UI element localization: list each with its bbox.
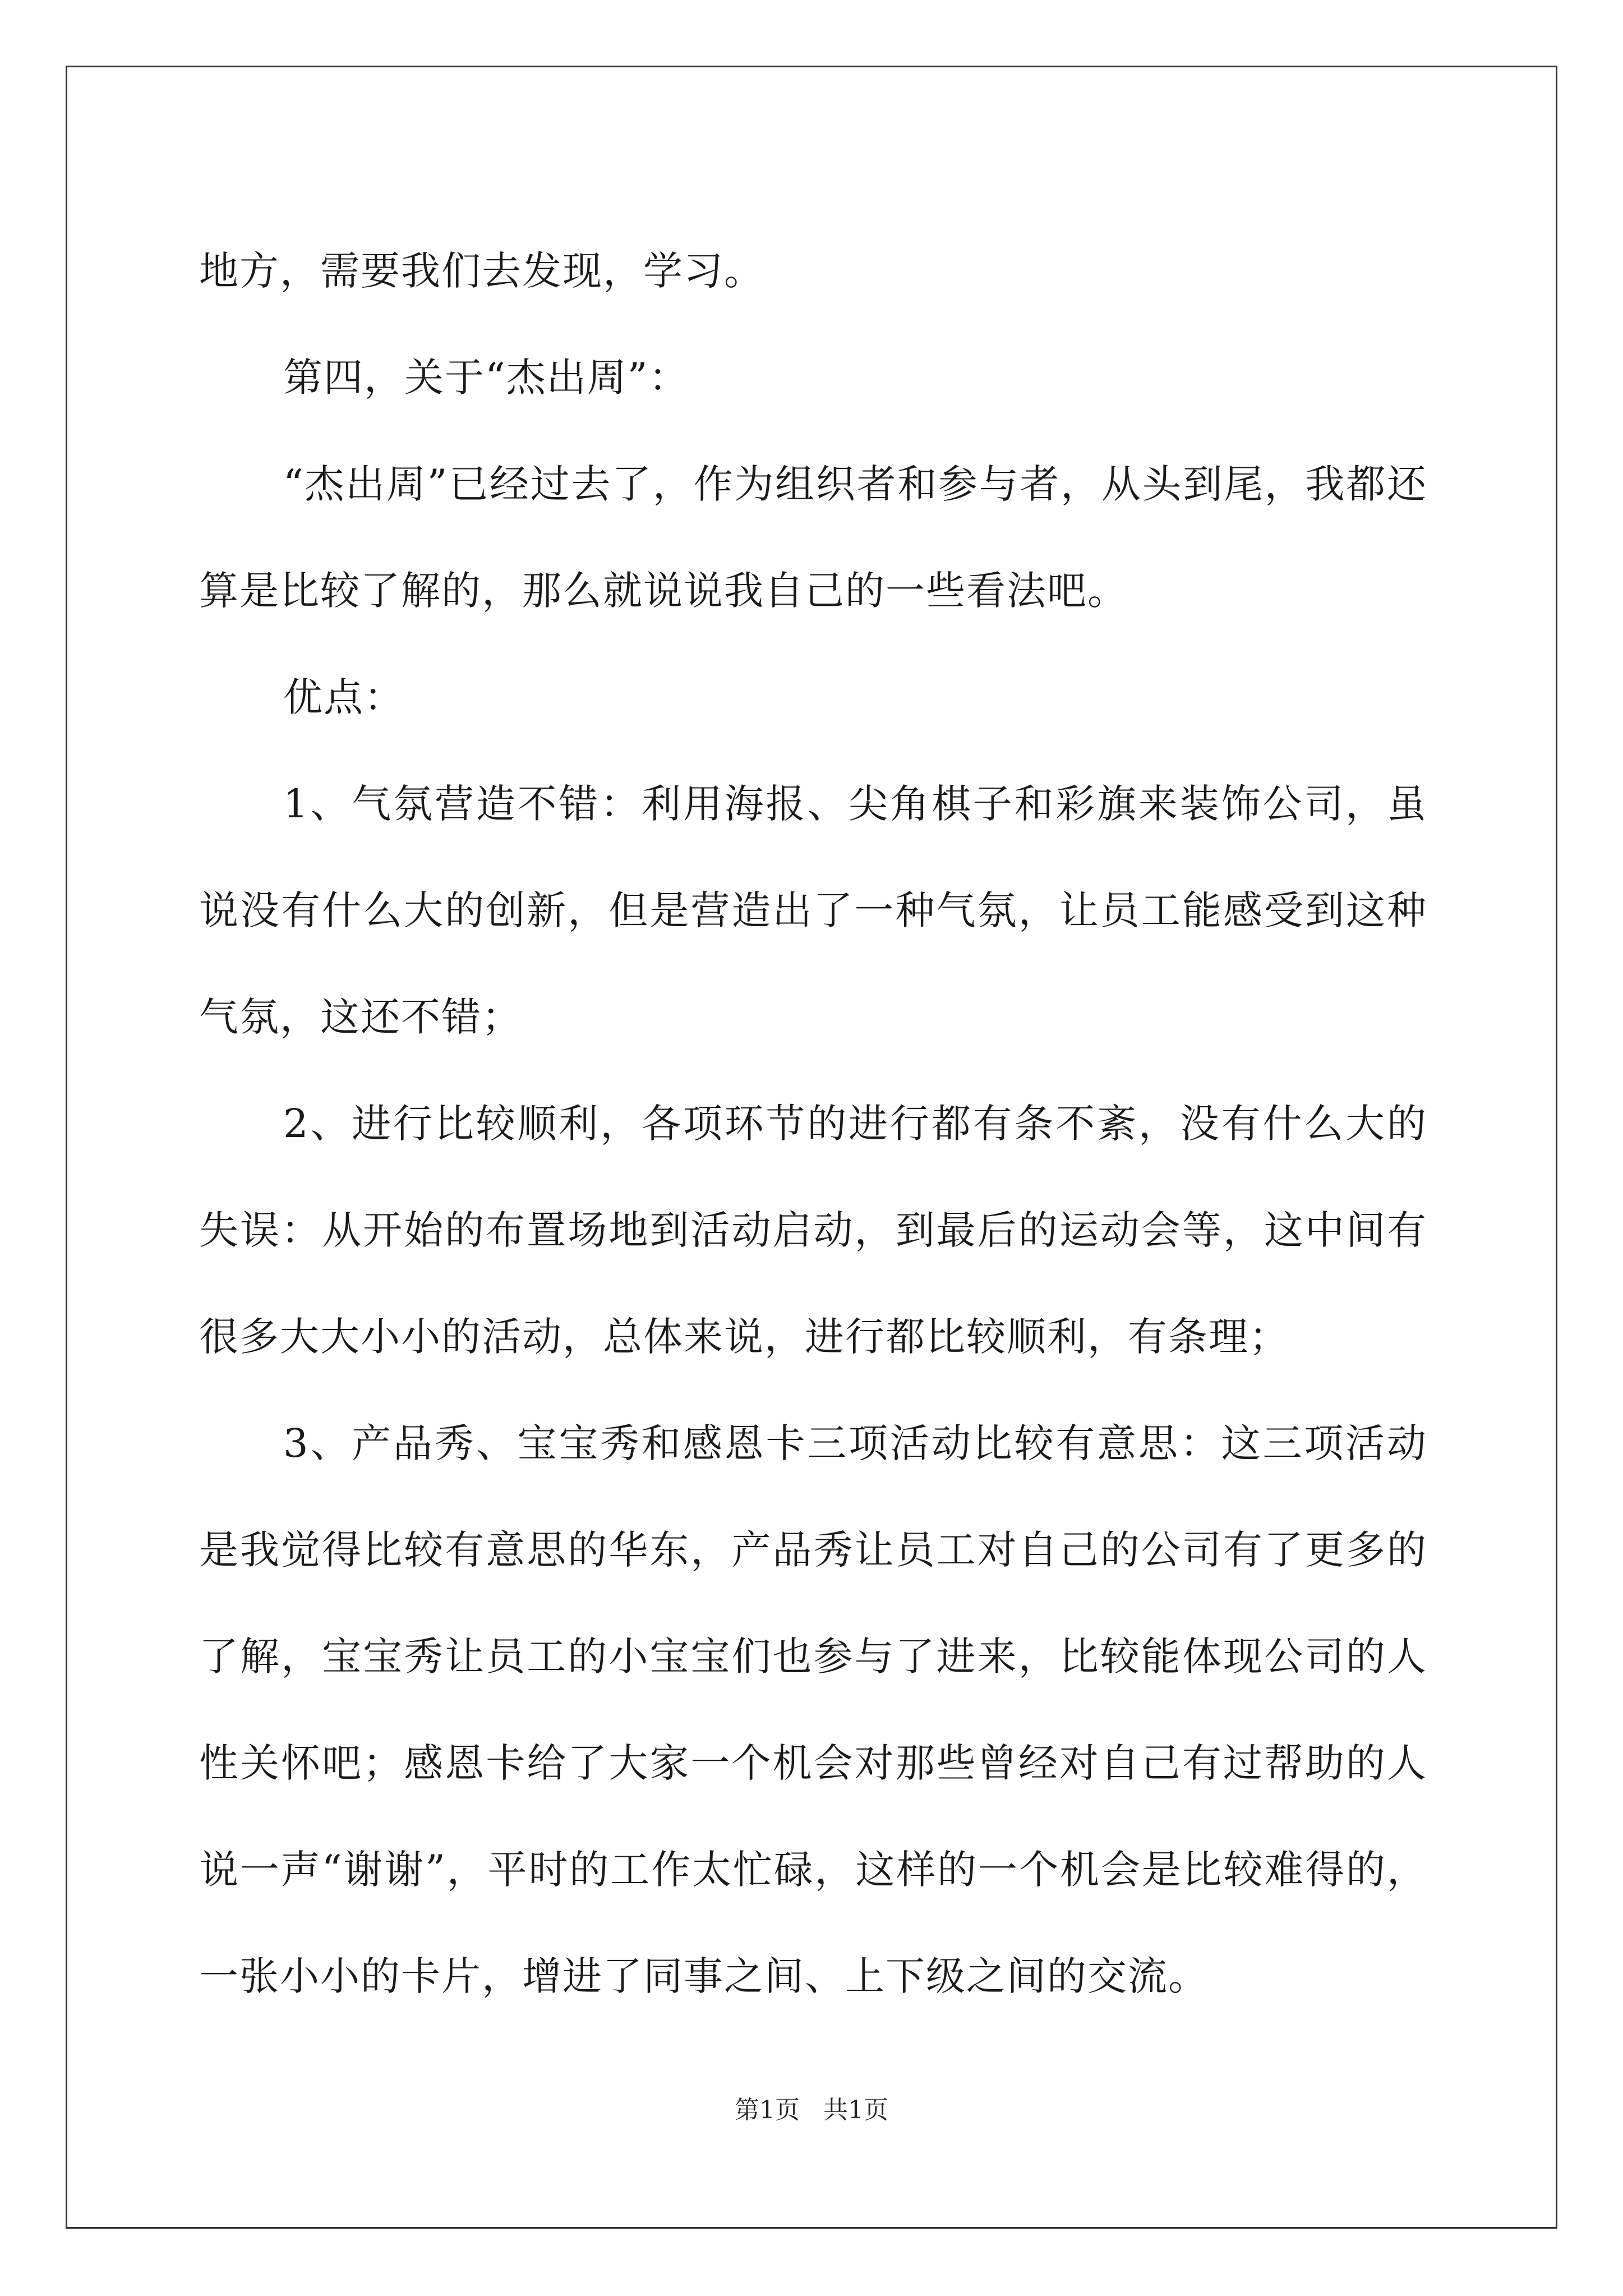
document-body <box>199 218 1427 2030</box>
paragraph: 优点： <box>283 674 404 720</box>
paragraph: “杰出周”已经过去了，作为组织者和参与者，从头到尾，我都还算是比较了解的，那么就说说我自己的一些看法吧。 <box>199 461 1427 614</box>
paragraph: 2、进行比较顺利，各项环节的进行都有条不紊，没有什么大的失误：从开始的布置场地到活动启动，到最后的运动会等，这中间有很多大大小小的活动，总体来说，进行都比较顺利，有条理； <box>199 1101 1427 1360</box>
page-footer <box>0 2093 1623 2127</box>
page-number-current: 第1页 <box>735 2096 800 2124</box>
page-number-total: 共1页 <box>823 2096 888 2124</box>
paragraph: 3、产品秀、宝宝秀和感恩卡三项活动比较有意思：这三项活动是我觉得比较有意思的华东，产品秀让员工对自己的公司有了更多的了解，宝宝秀让员工的小宝宝们也参与了进来，比较能体现公司的人性关怀吧；感恩卡给了大家一个机会对那些曾经对自己有过帮助的人说一声“谢谢”，平时的工作太忙碌，这样的一个机会是比较难得的，一张小小的卡片，增进了同事之间、上下级之间的交流。 <box>199 1420 1427 1999</box>
paragraph: 第四，关于“杰出周”： <box>283 355 689 401</box>
paragraph: 地方，需要我们去发现，学习。 <box>199 248 764 294</box>
paragraph: 1、气氛营造不错：利用海报、尖角棋子和彩旗来装饰公司，虽说没有什么大的创新，但是营造出了一种气氛，让员工能感受到这种气氛，这还不错； <box>199 781 1427 1040</box>
